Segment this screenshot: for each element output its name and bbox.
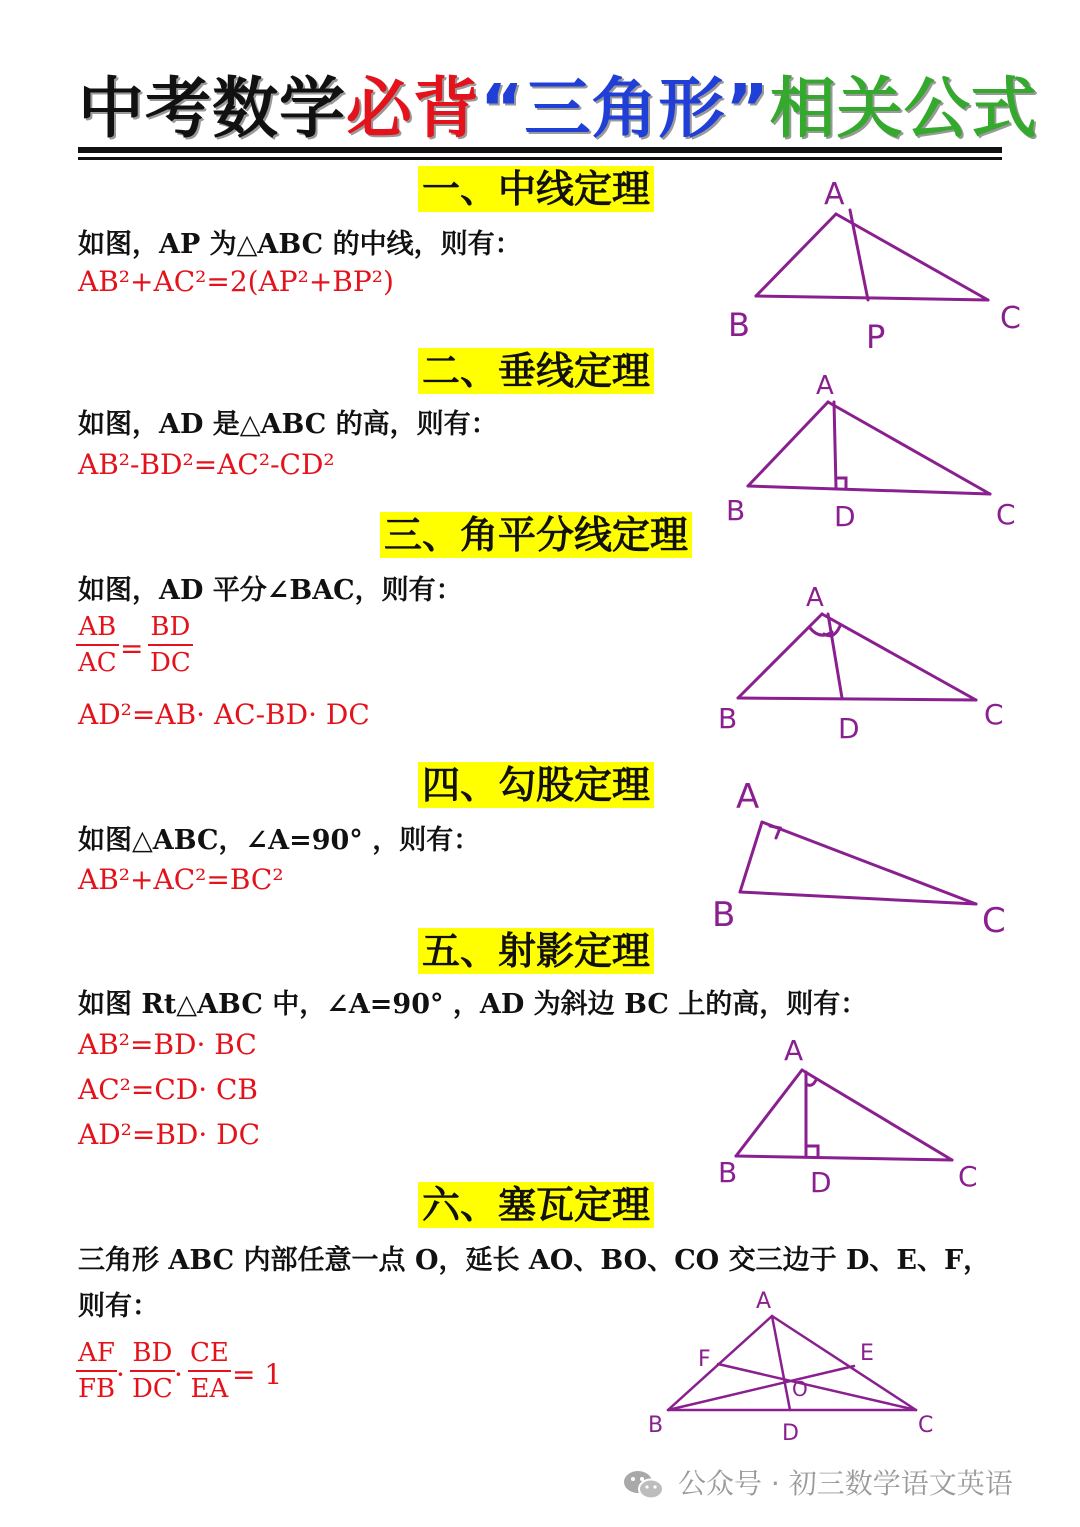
- fig4-label-b: B: [712, 895, 736, 935]
- figure-altitude: [718, 362, 1038, 532]
- section-5-formula-3: AD²=BD· DC: [78, 1118, 261, 1151]
- section-6-desc-line1: 三角形 ABC 内部任意一点 O，延长 AO、BO、CO 交三边于 D、E、F，: [78, 1245, 991, 1276]
- fig1-label-p: P: [866, 318, 886, 356]
- section-1-desc: 如图，AP 为△ABC 的中线，则有：: [78, 229, 522, 260]
- frac-left-num: AB: [78, 612, 117, 642]
- fig1-label-a: A: [824, 177, 845, 212]
- section-1-title: 一、中线定理: [418, 166, 654, 212]
- section-6-desc-line2: 则有：: [78, 1291, 159, 1322]
- fig3-label-a: A: [806, 583, 824, 613]
- frac-right-den: DC: [150, 648, 191, 678]
- section-3-frac-left: [76, 612, 119, 678]
- section-3-title: 三、角平分线定理: [380, 512, 692, 558]
- figure-ceva: [640, 1286, 960, 1456]
- fig6-label-f: F: [698, 1347, 711, 1372]
- section-4-formula: AB²+AC²=BC²: [78, 863, 284, 896]
- fig2-label-b: B: [726, 494, 746, 527]
- section-5-desc: 如图 Rt△ABC 中，∠A=90° ，AD 为斜边 BC 上的高，则有：: [78, 989, 868, 1020]
- figure-projection: [706, 1030, 1006, 1200]
- fig3-label-b: B: [718, 702, 738, 735]
- section-2-title: 二、垂线定理: [418, 348, 654, 394]
- title-part3: “三角形”: [480, 70, 770, 147]
- title-part2: 必背: [346, 70, 480, 147]
- section-1-formula: AB²+AC²=2(AP²+BP²): [78, 265, 394, 298]
- ceva-frac-2-num: BD: [132, 1338, 173, 1368]
- frac-left-den: AC: [78, 648, 117, 678]
- section-2-desc: 如图，AD 是△ABC 的高，则有：: [78, 409, 498, 440]
- fig3-label-d: D: [838, 712, 860, 745]
- section-4-desc: 如图△ABC，∠A=90° ，则有：: [78, 825, 481, 856]
- section-3-equals: =: [120, 632, 144, 665]
- fig6-label-c: C: [918, 1413, 934, 1438]
- fig3-label-c: C: [984, 698, 1004, 731]
- page-title: [78, 64, 1038, 154]
- fig6-label-o: O: [792, 1377, 808, 1401]
- fig2-label-a: A: [816, 371, 834, 401]
- frac-right-num: BD: [150, 612, 191, 642]
- ceva-dot-1: ·: [116, 1358, 125, 1391]
- title-rule-thin: [78, 157, 1002, 160]
- watermark-text: 公众号 · 初三数学语文英语: [678, 1467, 1013, 1500]
- fig5-label-c: C: [958, 1160, 978, 1193]
- figure-pythagoras: [706, 766, 1026, 946]
- fig5-label-a: A: [784, 1034, 804, 1067]
- ceva-result: = 1: [232, 1358, 283, 1391]
- figure-median: [718, 170, 1038, 360]
- section-3-desc: 如图，AD 平分∠BAC，则有：: [78, 575, 463, 606]
- fig5-label-d: D: [810, 1166, 832, 1199]
- fig4-label-a: A: [736, 777, 760, 817]
- section-3-formula: AD²=AB· AC-BD· DC: [78, 698, 370, 731]
- fig6-label-e: E: [860, 1341, 874, 1366]
- title-rule-thick: [78, 147, 1002, 153]
- section-3-frac-right: [148, 612, 193, 678]
- ceva-frac-3-den: EA: [190, 1374, 229, 1404]
- fig1-label-b: B: [728, 306, 750, 344]
- fig2-label-d: D: [834, 500, 856, 532]
- ceva-frac-1: [76, 1338, 117, 1404]
- section-2-formula: AB²-BD²=AC²-CD²: [78, 448, 335, 481]
- fig6-label-b: B: [648, 1413, 664, 1438]
- ceva-dot-2: ·: [174, 1358, 183, 1391]
- section-5-title: 五、射影定理: [418, 928, 654, 974]
- fig2-label-c: C: [996, 498, 1016, 531]
- title-part4: 相关公式: [769, 70, 1038, 147]
- ceva-frac-2-den: DC: [132, 1374, 173, 1404]
- ceva-frac-1-den: FB: [78, 1374, 116, 1404]
- section-5-formula-2: AC²=CD· CB: [78, 1073, 259, 1106]
- fig1-label-c: C: [1000, 301, 1021, 336]
- ceva-frac-3: [188, 1338, 231, 1404]
- section-6-title: 六、塞瓦定理: [418, 1182, 654, 1228]
- watermark: [622, 1462, 1062, 1506]
- fig6-label-a: A: [756, 1289, 772, 1314]
- wechat-icon: [622, 1468, 666, 1502]
- ceva-frac-1-num: AF: [78, 1338, 115, 1368]
- section-4-title: 四、勾股定理: [418, 762, 654, 808]
- fig6-label-d: D: [782, 1421, 799, 1446]
- figure-angle-bisector: [712, 574, 1032, 750]
- ceva-frac-3-num: CE: [190, 1338, 229, 1368]
- title-part1: 中考数学: [78, 70, 346, 147]
- section-5-formula-1: AB²=BD· BC: [78, 1028, 257, 1061]
- fig5-label-b: B: [718, 1156, 738, 1189]
- ceva-frac-2: [130, 1338, 175, 1404]
- fig4-label-c: C: [982, 901, 1006, 941]
